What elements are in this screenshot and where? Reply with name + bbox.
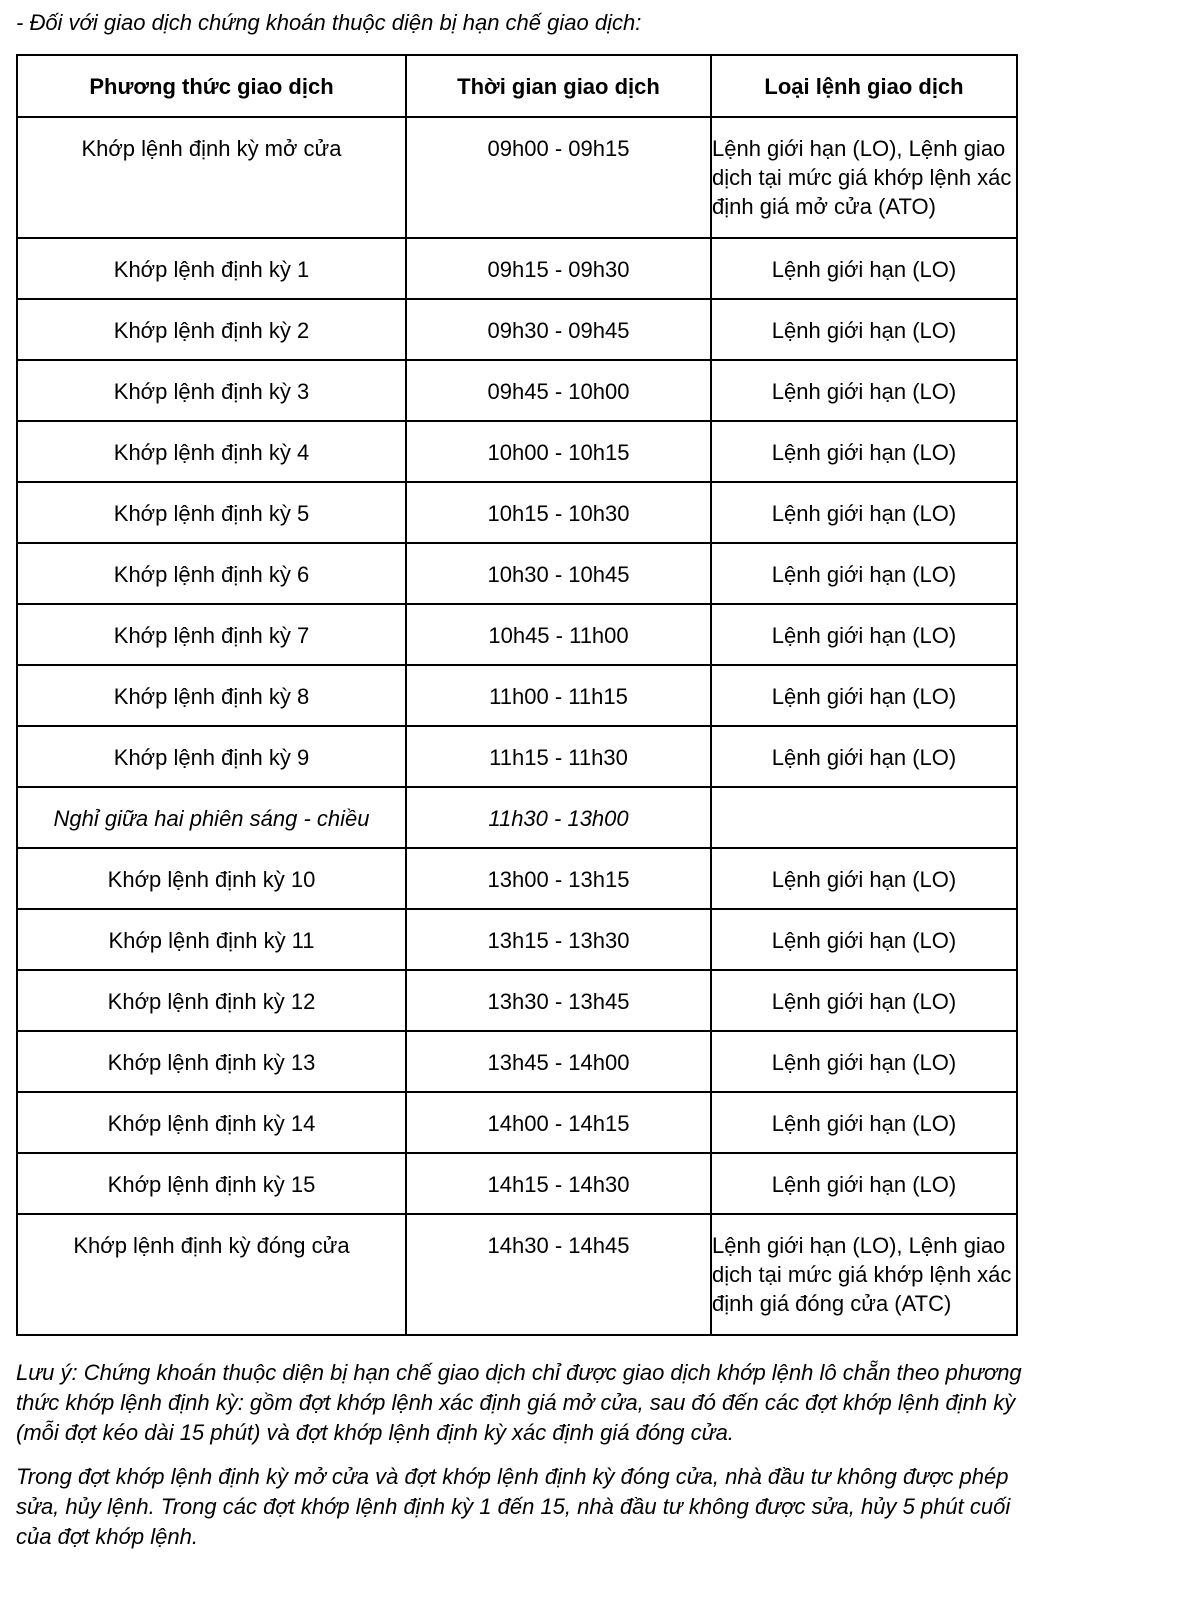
cell-time: 09h30 - 09h45 xyxy=(406,299,711,360)
table-header-row xyxy=(17,55,1017,117)
cell-method: Nghỉ giữa hai phiên sáng - chiều xyxy=(17,787,406,848)
cell-time: 14h15 - 14h30 xyxy=(406,1153,711,1214)
table-row xyxy=(17,421,1017,482)
table-row xyxy=(17,848,1017,909)
trading-schedule-table xyxy=(16,54,1018,1336)
cell-method: Khớp lệnh định kỳ 6 xyxy=(17,543,406,604)
cell-method: Khớp lệnh định kỳ 3 xyxy=(17,360,406,421)
cell-time: 09h00 - 09h15 xyxy=(406,117,711,238)
cell-time: 13h00 - 13h15 xyxy=(406,848,711,909)
cell-time: 11h30 - 13h00 xyxy=(406,787,711,848)
cell-method: Khớp lệnh định kỳ 12 xyxy=(17,970,406,1031)
cell-method: Khớp lệnh định kỳ 15 xyxy=(17,1153,406,1214)
cell-time: 11h00 - 11h15 xyxy=(406,665,711,726)
table-row xyxy=(17,970,1017,1031)
table-row xyxy=(17,909,1017,970)
cell-order-type: Lệnh giới hạn (LO) xyxy=(711,421,1017,482)
cell-time: 14h00 - 14h15 xyxy=(406,1092,711,1153)
table-row xyxy=(17,360,1017,421)
cell-order-type: Lệnh giới hạn (LO) xyxy=(711,1031,1017,1092)
cell-time: 13h45 - 14h00 xyxy=(406,1031,711,1092)
table-row xyxy=(17,604,1017,665)
cell-method: Khớp lệnh định kỳ 7 xyxy=(17,604,406,665)
table-row xyxy=(17,665,1017,726)
cell-order-type: Lệnh giới hạn (LO) xyxy=(711,238,1017,299)
table-row xyxy=(17,543,1017,604)
table-row xyxy=(17,117,1017,238)
table-row xyxy=(17,1214,1017,1335)
cell-time: 10h30 - 10h45 xyxy=(406,543,711,604)
cell-time: 09h15 - 09h30 xyxy=(406,238,711,299)
cell-order-type: Lệnh giới hạn (LO), Lệnh giao dịch tại mức giá khớp lệnh xác định giá đóng cửa (ATC) xyxy=(711,1214,1017,1335)
cell-order-type: Lệnh giới hạn (LO) xyxy=(711,543,1017,604)
cell-method: Khớp lệnh định kỳ 11 xyxy=(17,909,406,970)
table-row-lunch-break xyxy=(17,787,1017,848)
cell-order-type: Lệnh giới hạn (LO) xyxy=(711,909,1017,970)
cell-order-type: Lệnh giới hạn (LO) xyxy=(711,604,1017,665)
table-row xyxy=(17,1031,1017,1092)
header-order-type: Loại lệnh giao dịch xyxy=(711,55,1017,117)
intro-text: - Đối với giao dịch chứng khoán thuộc diện bị hạn chế giao dịch: xyxy=(16,10,642,35)
cell-order-type: Lệnh giới hạn (LO) xyxy=(711,726,1017,787)
cell-order-type: Lệnh giới hạn (LO) xyxy=(711,482,1017,543)
cell-time: 10h15 - 10h30 xyxy=(406,482,711,543)
cell-time: 10h00 - 10h15 xyxy=(406,421,711,482)
cell-method: Khớp lệnh định kỳ 10 xyxy=(17,848,406,909)
cell-order-type: Lệnh giới hạn (LO) xyxy=(711,1153,1017,1214)
table-row xyxy=(17,726,1017,787)
table-row xyxy=(17,1153,1017,1214)
cell-time: 10h45 - 11h00 xyxy=(406,604,711,665)
table-row xyxy=(17,1092,1017,1153)
cell-order-type: Lệnh giới hạn (LO) xyxy=(711,848,1017,909)
cell-order-type: Lệnh giới hạn (LO) xyxy=(711,1092,1017,1153)
note-paragraph: Lưu ý: Chứng khoán thuộc diện bị hạn chế giao dịch chỉ được giao dịch khớp lệnh lô chẵn theo phương thức khớp lệnh định kỳ: gồm đợt khớp lệnh xác định giá mở cửa, sau đó đến các đợt khớp lệnh định kỳ (mỗi đợt kéo dài 15 phút) và đợt khớp lệnh định kỳ xác định giá đóng cửa. xyxy=(16,1360,1022,1445)
cell-method: Khớp lệnh định kỳ mở cửa xyxy=(17,117,406,238)
cell-order-type: Lệnh giới hạn (LO), Lệnh giao dịch tại mức giá khớp lệnh xác định giá mở cửa (ATO) xyxy=(711,117,1017,238)
header-time: Thời gian giao dịch xyxy=(406,55,711,117)
cell-method: Khớp lệnh định kỳ 2 xyxy=(17,299,406,360)
cell-method: Khớp lệnh định kỳ 13 xyxy=(17,1031,406,1092)
cell-time: 13h30 - 13h45 xyxy=(406,970,711,1031)
cell-order-type xyxy=(711,787,1017,848)
cell-method: Khớp lệnh định kỳ 8 xyxy=(17,665,406,726)
header-method: Phương thức giao dịch xyxy=(17,55,406,117)
cell-order-type: Lệnh giới hạn (LO) xyxy=(711,360,1017,421)
cell-order-type: Lệnh giới hạn (LO) xyxy=(711,970,1017,1031)
cell-method: Khớp lệnh định kỳ 9 xyxy=(17,726,406,787)
cell-time: 11h15 - 11h30 xyxy=(406,726,711,787)
cell-method: Khớp lệnh định kỳ 5 xyxy=(17,482,406,543)
note-paragraph: Trong đợt khớp lệnh định kỳ mở cửa và đợt khớp lệnh định kỳ đóng cửa, nhà đầu tư không được phép sửa, hủy lệnh. Trong các đợt khớp lệnh định kỳ 1 đến 15, nhà đầu tư không được sửa, hủy 5 phút cuối của đợt khớp lệnh. xyxy=(16,1464,1011,1549)
cell-order-type: Lệnh giới hạn (LO) xyxy=(711,665,1017,726)
table-row xyxy=(17,238,1017,299)
cell-method: Khớp lệnh định kỳ 1 xyxy=(17,238,406,299)
cell-time: 09h45 - 10h00 xyxy=(406,360,711,421)
cell-time: 13h15 - 13h30 xyxy=(406,909,711,970)
cell-method: Khớp lệnh định kỳ 4 xyxy=(17,421,406,482)
cell-method: Khớp lệnh định kỳ 14 xyxy=(17,1092,406,1153)
table-row xyxy=(17,299,1017,360)
cell-time: 14h30 - 14h45 xyxy=(406,1214,711,1335)
cell-order-type: Lệnh giới hạn (LO) xyxy=(711,299,1017,360)
cell-method: Khớp lệnh định kỳ đóng cửa xyxy=(17,1214,406,1335)
table-row xyxy=(17,482,1017,543)
